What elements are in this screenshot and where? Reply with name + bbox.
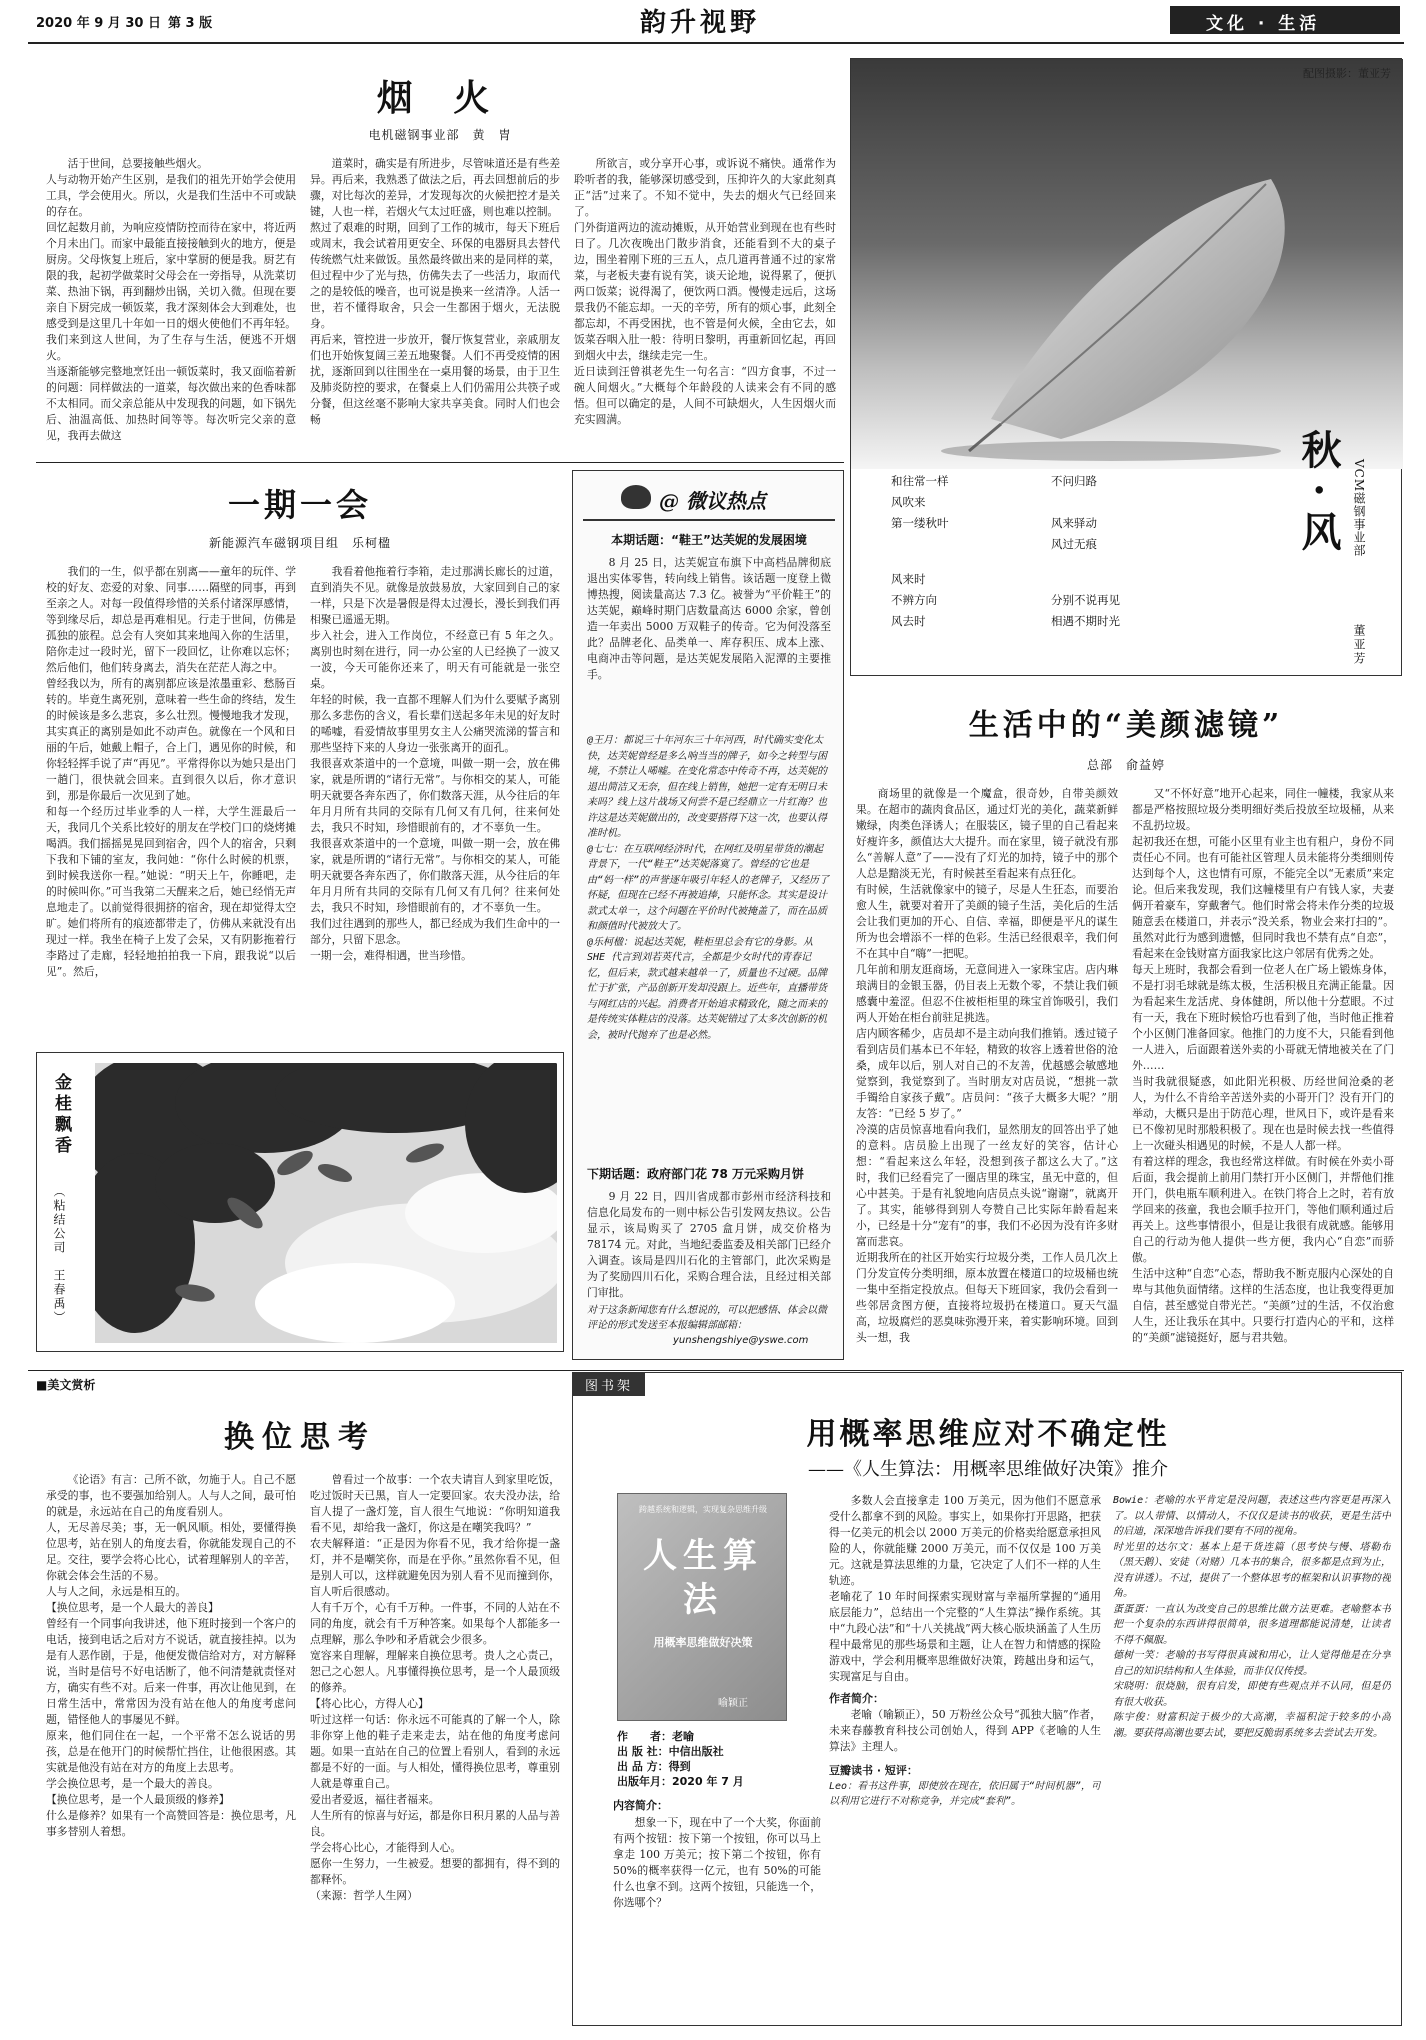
leaf-photo xyxy=(851,59,1403,469)
cover-sub: 用概率思维做好决策 xyxy=(653,1636,753,1649)
next-topic-body: 9 月 22 日，四川省成都市彭州市经济科技和信息化局发布的一则中标公告引发网友热议。公告显示，该局购买了 2705 盒月饼，成交价格为 78174 元。对此，当地纪委监委及相关部门已经介入调查。该局是四川石化的主管部门，此次采购是为了奖励四川石化，采购合理合法，且经过相关部门审批。 xyxy=(587,1190,831,1299)
essay-para: 《论语》有言：己所不欲，勿施于人。自己不愿承受的事，也不要强加给别人。人与人之间，最可怕的就是，永远站在自己的角度看别人。 人，无尽善尽美；事，无一帆风顺。相处，要懂得换位思考，站在别人的角度去看，你就能发现自己的不足。交往，要学会将心比心，试着理解别人的辛苦，你就会体会生活的不易。 人与人之间，永远是相互的。 【换位思考，是一个人最大的善良】 曾经有一个同事向我讲述，他下班时接到一个客户的电话，接到电话之后对方不说话，就直接挂掉。以为是有人恶作剧，于是，他便发微信给对方，对方解释说，当时是信号不好电话断了，他不问清楚就责怪对方，确实有些不对。后来一件事，再次让他见到，在日常生活中，常常因为没有站在他人的角度考虑问题，错怪他人的事屡见不鲜。 原来，他们同住在一起，一个平常不怎么说话的男孩，总是在他开门的时候帮忙挡住，让他很困惑。其实就是他没有站在对方的角度上去思考。 学会换位思考，是一个最大的善良。 【换位思考，是一个人最顶级的修养】 什么是修养？如果有一个高赞回答是：换位思考，凡事多替别人着想。 xyxy=(46,1473,296,1838)
article-beauty xyxy=(850,680,1402,1450)
article-column: 又“不怀好意”地开心起来，同住一幢楼，我家从来都是严格按照垃圾分类明细好类后投放至垃圾桶，从来不乱扔垃圾。 起初我还在想，可能小区里有业主也有租户，身份不同责任心不同。也有可能社区管理人员未能将分类细则传达到每个人，这也情有可原，不能完全以“无素质”来定论。但后来我发现，我们这幢楼里有户有钱人家，夫妻俩开着豪车，穿戴奢气。他们时常会将未作分类的垃圾随意丢在楼道口，并表示“没关系，物业会来打扫的”。虽然对此行为感到遗憾，但同时我也不禁有点“自恋”，看起来在金钱财富方面我家比这户邻居有优秀之处。 每天上班时，我都会看到一位老人在广场上锻炼身体，不是打羽毛球就是练太极，生活积极且充满正能量。因为看起来生龙活虎、身体健朗，所以他十分惹眼。不过有一天，我在下班时候恰巧也看到了他，当时他正推着个小区侧门准备回家。他推门的力度不大，只能看到他一人进入，后面跟着送外卖的小哥就无情地被关在了门外…… 当时我就很疑惑，如此阳光积极、历经世间沧桑的老人，为什么不肯给辛苦送外卖的小哥开门？没有开门的举动，大概只是出于防范心理，世风日下，或许是看来已不像初见时那般积极了。现在也是时候去找一些值得上一次碰头相遇见的时候，不是人人都一样。 有着这样的理念，我也经常这样做。有时候在外卖小哥后面，我会提前上前用门禁打开小区侧门，并帮他们推开门，供电瓶车顺利进入。在铁门将合上之时，若有放学回来的孩童，我也会顺手拉开门，等他们顺利通过后再关上。这些事情很小，但是让我很有成就感。能够用自己的行动为他人提供一些方便，我内心“自恋”而骄傲。 生活中这种“自恋”心态，帮助我不断克服内心深处的自卑与其他负面情绪。这样的生活态度，也让我变得更加自信，甚至感觉自带光芒。“美颜”过的生活，不仅治愈人生，还让我乐在其中。只要行打造内心的平和，这样的“美颜”滤镜挺好，愿与君共勉。 xyxy=(1132,787,1394,1344)
article-byline: 总部 俞益婷 xyxy=(1086,758,1165,772)
reviews-column: Bowie：老喻的水平肯定是没问题，表述这些内容更是再深入了。以人带情、以情动人，不仅仅是读书的收获，更是生活中的启迪，深深地告诉我们要有不同的视角。 时光里的达尔文：基本上是干货连篇（思考快与慢、塔勒布（黑天鹅）、安徒（对赌）几本书的集合，很多都是点到为止，没有讲透）。不过，提供了一个整体思考的框架和认识事物的视角。 蛋蛋蛋：一直认为改变自己的思维比做方法更难。老喻整本书把一个复杂的东西讲得很简单，很多道理都能说清楚，让读者不得不佩服。 德树一笑：老喻的书写得很真诚和用心，让人觉得他是在分享自己的知识结构和人生体验，而非仅仅传授。 宋晓明：很烧脑，很有启发，即使有些观点并不认同，但是仍有很大收获。 陈宇俊：财富积淀于极少的大高潮，幸福积淀于较多的小高潮。要获得高潮也要去试，要把反脆弱系统多去尝试去开发。 xyxy=(1113,1495,1391,1739)
topic-body: 8 月 25 日，达芙妮宣布旗下中高档品牌彻底退出实体零售，转向线上销售。该话题一度登上微博热搜，阅读量高达 7.3 亿。被誉为“平价鞋王”的达芙妮，巅峰时期门店数量高达 6000 余家，曾创造一年卖出 5000 万双鞋子的传奇。它为何没落至此？品牌老化、品类单一、库存积压、成本上涨、电商冲击等问题，是达芙妮发展陷入泥潭的主要推手。 xyxy=(587,556,831,681)
poem-dept: VCM磁钢事业部 xyxy=(1352,459,1366,558)
section-label: 文化 · 生活 xyxy=(1206,14,1321,34)
poem-line: 不问归路 xyxy=(1051,474,1097,488)
cover-top: 跨越系统和逻辑，实现复杂思维升级 xyxy=(639,1505,767,1514)
photo-credit: 配图摄影：董亚芳 xyxy=(1303,67,1391,80)
poem-line: 风吹来 xyxy=(891,495,926,509)
poem-line: 风来时 xyxy=(891,572,926,586)
essay-para: 曾看过一个故事：一个农夫请盲人到家里吃饭，吃过饭时天已黑，盲人一定要回家。农夫没办法，给盲人提了一盏灯笼，盲人很生气地说：“你明知道我看不见，却给我一盏灯，你这是在嘲笑我吗？” 农夫解释道：“正是因为你看不见，我才给你提一盏灯，并不是嘲笑你，而是在乎你。”虽然你看不见，但是别人可以，这样就避免因为别人看不见而撞到你，盲人听后很感动。 人有千万个，心有千万种。一件事，不同的人站在不同的角度，就会有千万种答案。如果每个人都能多一点理解，那么争吵和矛盾就会少很多。 宽容来自理解，理解来自换位思考。贵人之心责己，恕己之心恕人。凡事懂得换位思考，是一个人最顶级的修养。 【将心比心，方得人心】 听过这样一句话：你永远不可能真的了解一个人，除非你穿上他的鞋子走来走去，站在他的角度考虑问题。如果一直站在自己的位置上看别人，看到的永远都是不好的一面。与人相处，懂得换位思考，尊重别人就是尊重自己。 爱出者爱返，福往者福来。 人生所有的惊喜与好运，都是你日积月累的人品与善良。 学会将心比心，才能得到人心。 愿你一生努力，一生被爱。想要的都拥有，得不到的都释怀。 （来源：哲学人生网） xyxy=(310,1473,560,1902)
book-mid-col xyxy=(829,1493,1101,2017)
article-column: 活于世间，总要接触些烟火。 人与动物开始产生区别，是我们的祖先开始学会使用工具，学会使用火。所以，火是我们生活中不可或缺的存在。 回忆起数月前，为响应疫情防控而待在家中，将近两个月未出门。而家中最能直接接触到火的地方，便是厨房。父母恢复上班后，家中掌厨的便是我。厨艺有限的我，起初学做菜时父母会在一旁指导，从洗菜切菜、热油下锅，再到翻炒出锅，关切入微。但现在要亲自下厨完成一顿饭菜，我才深刻体会大到难处，也感受到是这里几十年如一日的烟火使他们不再年轻。我们来到这人世间，为了生存与生活，便逃不开烟火。 当逐渐能够完整地烹饪出一顿饭菜时，我又面临着新的问题：同样做法的一道菜，每次做出来的色香味都不太相同。而父亲总能从中发现我的问题，如下锅先后、油温高低、加热时间等等。每次听完父亲的意见，我再去做这 xyxy=(46,157,296,442)
poem-line: 风来驿动 xyxy=(1051,516,1097,530)
article-title: 换位思考 xyxy=(224,1420,376,1455)
photo-caption-by: （粘结公司 王春禹） xyxy=(52,1185,66,1325)
book-panel xyxy=(572,1372,1402,2026)
intro-label: 内容简介： xyxy=(613,1799,668,1812)
osmanthus-photo xyxy=(95,1063,557,1343)
author-label: 作者简介： xyxy=(829,1692,884,1705)
weibo-head-label: @ 微议热点 xyxy=(659,489,766,513)
essay-col-1 xyxy=(46,1472,296,2020)
next-topic-title: 下期话题：政府部门花 78 万元采购月饼 xyxy=(587,1167,805,1181)
page-header xyxy=(0,0,1426,40)
info-author: 作 者：老喻 xyxy=(617,1730,694,1743)
submit-email[interactable]: yunshengshiye@yswe.com xyxy=(673,1335,809,1346)
osmanthus-panel xyxy=(36,1052,564,1352)
page-number: 第 3 版 xyxy=(168,16,213,31)
poem-author: 董亚芳 xyxy=(1352,624,1366,666)
cover-title: 人生算法 xyxy=(643,1536,763,1620)
cover-author: 喻颖正 xyxy=(718,1698,748,1709)
article-column: 商场里的就像是一个魔盒，很奇妙，自带美颜效果。在超市的蔬肉食品区，通过灯光的美化，蔬菜新鲜嫩绿，肉类色泽诱人；在服装区，镜子里的自己看起来好瘦许多，颜值达大大提升。而在家里，镜子就没有那么“善解人意”了——没有了灯光的加持，镜子中的那个人总是黯淡无光，有时候甚至看起来有点狂化。 有时候，生活就像家中的镜子，尽是人生狂态，而要治愈人生，就要对着开了美颜的镜子生活，美化后的生活会让我们更加的开心、自信、幸福，即便是平凡的谋生所为也会增添不一样的色彩。生活已经很艰辛，我们何不在其中自“嗨”一把呢。 几年前和朋友逛商场，无意间进入一家珠宝店。店内琳琅满目的金银玉器，仍目表上无数个零，不禁让我们顿感囊中羞涩。但忍不住被柜柜里的珠宝首饰吸引，我们两人开始在柜台前驻足挑选。 店内顾客稀少，店员却不是主动向我们推销。透过镜子看到店员们基本已不年轻，精致的妆容上透着世俗的沧桑，成年以后，别人对自己的不友善，优越感会敏感地觉察到，我觉察到了。当时朋友对店员说，“想挑一款手镯给自家孩子戴”。店员问：“孩子大概多大呢？”朋友答：“已经 5 岁了。” 冷漠的店员惊喜地看向我们，显然朋友的回答出乎了她的意料。店员脸上出现了一丝友好的笑容，估计心想：“看起来这么年轻，没想到孩子都这么大了。”这时，我们已经看完了一圈店里的珠宝，虽无中意的，但心中甚美。于是有礼貌地向店员点头说“谢谢”，就离开了。其实，能够得到别人夸赞自己比实际年龄看起来小，已经是十分“宠有”的事，我们不必因为没有许多财富而悲哀。 近期我所在的社区开始实行垃圾分类，工作人员几次上门分发宣传分类明细，原本放置在楼道口的垃圾桶也统一集中至指定投放点。但每天下班回家，我仍会看到一些邻居贪图方便，直接将垃圾扔在楼道口。夏天气温高，垃圾腐烂的恶臭味弥漫开来，着实影响环境。回到头一想，我 xyxy=(856,787,1118,1344)
douban-first: Leo：看书这件事，即使放在现在，依旧属于“时间机器”，可以利用它进行不对称竞争，并完成“套利”。 xyxy=(829,1781,1101,1807)
intro-text: 想象一下，现在中了一个大奖，你面前有两个按钮：按下第一个按钮，你可以马上拿走 100 万美元；按下第二个按钮，你有 50%的概率获得一亿元，也有 50%的可能什么也拿不到。这两个按钮，只能选一个，你选哪个？ xyxy=(613,1816,821,1909)
info-date: 出版年月：2020 年 7 月 xyxy=(617,1775,744,1788)
topic-comments: @王月：都说三十年河东三十年河西，时代确实变化太快，达芙妮曾经是多么响当当的牌子，如今之转型与困境，不禁让人唏嘘。在变化常态中传奇不再，达芙妮的退出简洁又无奈，但在线上销售，她把一定有无明日未来吗？线上这片战场又何尝不是已经鼎立一片红海？也许这是达芙妮做出的，改变要搭得下这一次，也要认得准时机。 @七七：在互联网经济时代，在网红及明星带货的潮起背景下，一代“鞋王”达芙妮落寞了。曾经的它也是由“妈一样”的声誉逐年吸引年轻人的老牌子，又经历了怀疑，但现在已经不再被追捧，只能怀念。其实是设计款式太单一，这个问题在平价时代被掩盖了，而在品质和颜值时代被放大了。 @乐柯楹：说起达芙妮，鞋柜里总会有它的身影。从 SHE 代言到刘若英代言，全都是少女时代的青春记忆，但后来，款式越来越单一了，质量也不过硬。品牌忙于扩张，产品创新开发却没跟上。近些年，直播带货与网红店的兴起。消费者开始追求精致化，随之而来的是传统实体鞋店的没落。达芙妮错过了太多次创新的机会，被时代抛弃了也是必然。 xyxy=(587,735,830,1041)
weibo-icon xyxy=(621,485,651,509)
topic-title: 本期话题：“鞋王”达芙妮的发展困境 xyxy=(611,533,807,547)
article-byline: 新能源汽车磁钢项目组 乐柯楹 xyxy=(208,536,391,550)
article-column: 我看着他拖着行李箱，走过那满长廊长的过道，直到消失不见。就像是放鼓易放，大家回到自己的家一样，只是下次是暑假是得太过漫长，漫长到我们再相聚已遥遥无期。 步入社会，进入工作岗位，不经意已有 5 年之久。离别也时刻在进行，同一办公室的人已经换了一波又一波，今天可能你还来了，明天有可能就是一张空桌。 年轻的时候，我一直都不理解人们为什么要赋予离别那么多悲伤的含义，看长辈们送起多年未见的好友时的唏嘘，看爱情故事里男女主人公痛哭流涕的誓言和那些坚持下来的人身边一张张离开的面孔。 我很喜欢茶道中的一个意境，叫做一期一会，放在佛家，就是所谓的“诸行无常”。与你相交的某人，可能明天就要各奔东西了，你们数落天涯，从今往后的年年月月所有共同的交际有几何又有几何，往来何处去，我只不时知，珍惜眼前有的，才不辜负一生。 我很喜欢茶道中的一个意境，叫做一期一会，放在佛家，就是所谓的“诸行无常”。与你相交的某人，可能明天就要各奔东西了，你们散落天涯，从今往后的年年月月所有共同的交际有几何又有几何？往来何处去，我只不时知，珍惜眼前有的，才不辜负一生。 我们过往遇到的那些人，都已经成为我们生命中的一部分，只留下思念。 一期一会，难得相遇，世当珍惜。 xyxy=(310,565,560,962)
photo-caption-title: 金桂飘香 xyxy=(51,1073,71,1157)
author-intro: 老喻（喻颖正），50 万粉丝公众号“孤独大脑”作者，未来春藤教育科技公司创始人，得到 APP《老喻的人生算法》主理人。 xyxy=(829,1708,1101,1753)
article-title: 生活中的“美颜滤镜” xyxy=(968,708,1284,743)
article-title: 烟 火 xyxy=(376,77,504,119)
poem-title: 秋 · 风 xyxy=(1295,429,1342,551)
article-column: 我们的一生，似乎都在别离——童年的玩伴、学校的好友、恋爱的对象、同事……隔壁的同事，再到至亲之人。对每一段值得珍惜的关系付诸深厚感情，等到缘尽后，却总是再难相见。行走于世间，仿佛是孤独的旅程。总会有人突如其来地闯入你的生活里，陪你走过一段时光，留下一段回忆，让你难以忘怀；然后他们，他们转身离去，消失在茫茫人海之中。 曾经我以为，所有的离别都应该是浓墨重彩、愁肠百转的。毕竟生离死别，意味着一些生命的终结，发生的时候该是多么悲哀，多么壮烈。慢慢地我才发现，其实真正的离别是如此不动声色。就像在一个风和日丽的午后，她戴上帽子，合上门，遇见你的时候，和你轻轻挥手说了声“再见”。平常得你以为她只是出门一趟门，很快就会回来。直到很久以后，你才意识到，那是你最后一次见到了她。 和每一个经历过毕业季的人一样，大学生涯最后一天，我同几个关系比较好的朋友在学校门口的烧烤摊喝酒。我们摇摇晃晃回到宿舍，四个人的宿舍，只剩下我和下铺的室友，我问她：“你什么时候的机票，到时候我送你一程。”她说：“明天上午，你睡吧，走的时候叫你。”可当我第二天醒来之后，她已经悄无声息地走了。以前觉得很拥挤的宿舍，现在却觉得太空旷。她们将所有的痕迹都带走了，仿佛从来就没有出现过一样。我坐在椅子上发了会呆，又有阴影拖着行李路过了走廊，轻轻地拍拍我一下肩，跟我说“以后见”。然后， xyxy=(46,565,296,978)
info-publisher: 出 版 社：中信出版社 xyxy=(617,1745,724,1758)
weibo-box xyxy=(572,470,844,1360)
autumn-panel xyxy=(850,58,1402,676)
intro-cont: 多数人会直接拿走 100 万美元，因为他们不愿意承受什么都拿不到的风险。事实上，如果你打开思路，把获得一亿美元的机会以 2000 万美元的价格卖给愿意承担风险的人，你就能赚 2000 万美元，而不仅仅是 100 万美元。这就是算法思维的力量，它决定了人们不一样的人生轨迹。 老喻花了 10 年时间探索实现财富与幸福所掌握的“通用底层能力”，总结出一个完整的“人生算法”操作系统。其中“九段心法”和“十八关挑战”两大核心版块涵盖了人生历程中最常见的那些场景和主题，让人在智力和情感的探险游戏中，学会利用概率思维做好决策，跨越出身和运气，实现富足与自由。 xyxy=(829,1494,1101,1683)
poem-line: 第一缕秋叶 xyxy=(891,516,949,530)
article-column: 所欲言，或分享开心事，或诉说不痛快。通常作为聆听者的我，能够深切感受到，压抑许久的大家此刻真正“活”过来了。不知不觉中，失去的烟火气已经回来了。 门外街道两边的流动摊贩，从开始营业到现在也有些时日了。几次夜晚出门散步消食，还能看到不大的桌子边，围坐着刚下班的三五人，点几道再普通不过的家常菜，与老板夫妻有说有笑，谈天论地，说得累了，便扒两口饭菜；说得渴了，便饮两口酒。慢慢走远后，这场景我仍不能忘却。一天的辛劳，所有的烦心事，此刻全都忘却，不再受困扰，也不管是何火候，全由它去，如饭菜吞咽入肚一般：待明日黎明，再重新回忆起，再回到烟火中去，继续走完一生。 近日读到汪曾祺老先生一句名言：“四方食事，不过一碗人间烟火。”大概每个年龄段的人读来会有不同的感悟。但可以确定的是，人间不可缺烟火，人生因烟火而充实圆满。 xyxy=(574,157,836,426)
article-ichigo xyxy=(36,470,564,1040)
poem-line: 分别不说再见 xyxy=(1051,593,1120,607)
poem-line: 相遇不期时光 xyxy=(1051,614,1120,628)
poem-line: 风过无痕 xyxy=(1051,537,1097,551)
douban-label: 豆瓣读书 · 短评： xyxy=(829,1764,918,1777)
article-essay xyxy=(36,1376,564,2026)
poem-line: 和往常一样 xyxy=(891,474,949,488)
article-title: 一期一会 xyxy=(227,486,372,524)
book-title: 用概率思维应对不确定性 xyxy=(806,1417,1170,1452)
divider xyxy=(36,462,844,463)
section-tag: ■美文赏析 xyxy=(36,1378,96,1392)
book-cover xyxy=(617,1493,787,1721)
article-smoke xyxy=(36,60,844,460)
poem-line: 风去时 xyxy=(891,614,926,628)
book-tag: 图书架 xyxy=(573,1373,645,1396)
article-column: 道菜时，确实是有所进步，尽管味道还是有些差异。再后来，我熟悉了做法之后，再去回想前后的步骤，对比每次的差异，才发现每次的火候把控才是关键，人也一样，若烟火气太过旺盛，则也难以控制。 熬过了艰难的时期，回到了工作的城市，每天下班后或周末，我会试着用更安全、环保的电器厨具去替代传统燃气灶来做饭。虽然最终做出来的是同样的菜，但过程中少了光与热，仿佛失去了一些活力，取而代之的是较低的噪音，也可说是换来一丝清净。人活一世，若不懂得取舍，只会一生都困于烟火，无法脱身。 再后来，管控进一步放开，餐厅恢复营业，亲戚朋友们也开始恢复阔三差五地聚餐。人们不再受疫情的困扰，逐渐回到以往围坐在一桌用餐的场景，由于卫生及肺炎防控的要求，在餐桌上人们仍需用公共筷子或分餐，但这丝毫不影响大家共享美食。同时人们也会畅 xyxy=(310,157,560,426)
section-label-box xyxy=(1170,6,1400,34)
article-byline: 电机磁钢事业部 黄 胄 xyxy=(368,128,512,142)
book-subtitle: ——《人生算法：用概率思维做好决策》推介 xyxy=(808,1459,1168,1480)
info-producer: 出 品 方：得到 xyxy=(617,1760,691,1773)
masthead: 韵升视野 xyxy=(640,8,761,38)
poem-line xyxy=(891,536,1051,557)
invite-text: 对于这条新闻您有什么想说的，可以把感悟、体会以微评论的形式发送至本报编辑部邮箱： xyxy=(587,1305,827,1331)
essay-col-2 xyxy=(310,1472,560,2020)
header-rule xyxy=(28,42,1404,44)
poem-line: 不辨方向 xyxy=(891,593,937,607)
poem-body xyxy=(891,473,1271,634)
weibo-head xyxy=(583,481,835,521)
book-info xyxy=(617,1729,817,1789)
divider xyxy=(28,1370,1404,1371)
issue-date: 2020 年 9 月 30 日 xyxy=(36,16,161,31)
